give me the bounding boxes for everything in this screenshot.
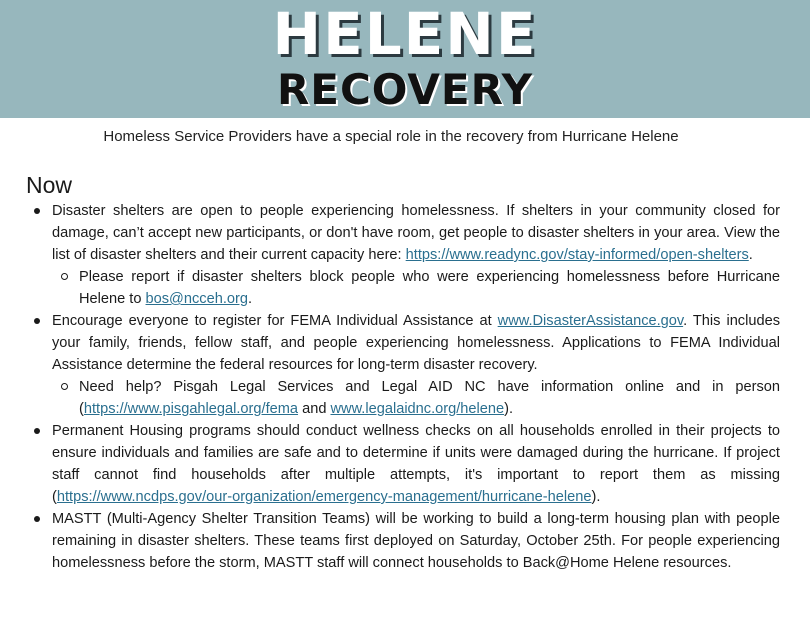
list-item [0,420,810,508]
content-body [0,200,810,574]
sub-item-text: Please report if disaster shelters block people who were experiencing homelessness before Hurricane Helene to [79,269,780,307]
open-shelters-link[interactable]: https://www.readync.gov/stay-informed/open-shelters [405,247,749,263]
subtitle: Homeless Service Providers have a special role in the recovery from Hurricane Helene [103,128,679,145]
bullet-list [0,200,810,574]
sub-item-text: Need help? Pisgah Legal Services and Legal AID NC have information online and in person ( [79,379,780,417]
sub-list-item [52,266,780,310]
banner-title-recovery: RECOVERY [276,65,534,114]
email-link[interactable]: bos@ncceh.org [145,291,248,307]
pisgah-legal-link[interactable]: https://www.pisgahlegal.org/fema [83,401,299,417]
bullet-icon [34,428,40,434]
item-text-after: . [748,247,753,263]
banner-title-helene: HELENE [272,0,538,68]
item-text: Encourage everyone to register for FEMA Individual Assistance at [52,313,498,329]
sub-list [52,376,780,420]
bullet-icon [34,318,40,324]
sub-item-text-middle: and [298,401,331,417]
list-item [0,310,810,420]
circle-bullet-icon [61,383,68,390]
header-banner [0,0,810,118]
ncdps-helene-link[interactable]: https://www.ncdps.gov/our-organization/emergency-management/hurricane-helene [56,489,592,505]
disaster-assistance-link[interactable]: www.DisasterAssistance.gov [497,313,684,329]
sub-list [52,266,780,310]
item-text: Disaster shelters are open to people experiencing homelessness. If shelters in your community closed for damage, can’t accept new participants, or don't have room, get people to disaster shelters in your area. View the list of disaster shelters and their current capacity here: [52,203,780,263]
sub-item-text-after: ). [504,401,514,417]
item-text-after: ). [591,489,601,505]
bullet-icon [34,208,40,214]
legal-aid-link[interactable]: www.legalaidnc.org/helene [330,401,505,417]
sub-list-item [52,376,780,420]
item-text: MASTT (Multi-Agency Shelter Transition Teams) will be working to build a long-term housing plan with people remaining in disaster shelters. These teams first deployed on Saturday, October 25th. For people experiencing homelessness before the storm, MASTT staff will connect households to Back@Home Helene resources. [52,511,780,571]
circle-bullet-icon [61,273,68,280]
item-text-after: . This includes your family, friends, fellow staff, and people experiencing homelessness. Applications to FEMA Individual Assistance determine the federal resources for long-term disaster recovery. [52,313,780,373]
list-item [0,508,810,574]
list-item [0,200,810,310]
sub-item-text-after: . [247,291,253,307]
section-heading-now: Now [26,172,73,198]
bullet-icon [34,516,40,522]
item-text: Permanent Housing programs should conduct wellness checks on all households enrolled in their projects to ensure individuals and families are safe and to determine if units were damaged during the hurricane. If project staff cannot find households after multiple attempts, it's important to report them as missing ( [52,423,780,505]
